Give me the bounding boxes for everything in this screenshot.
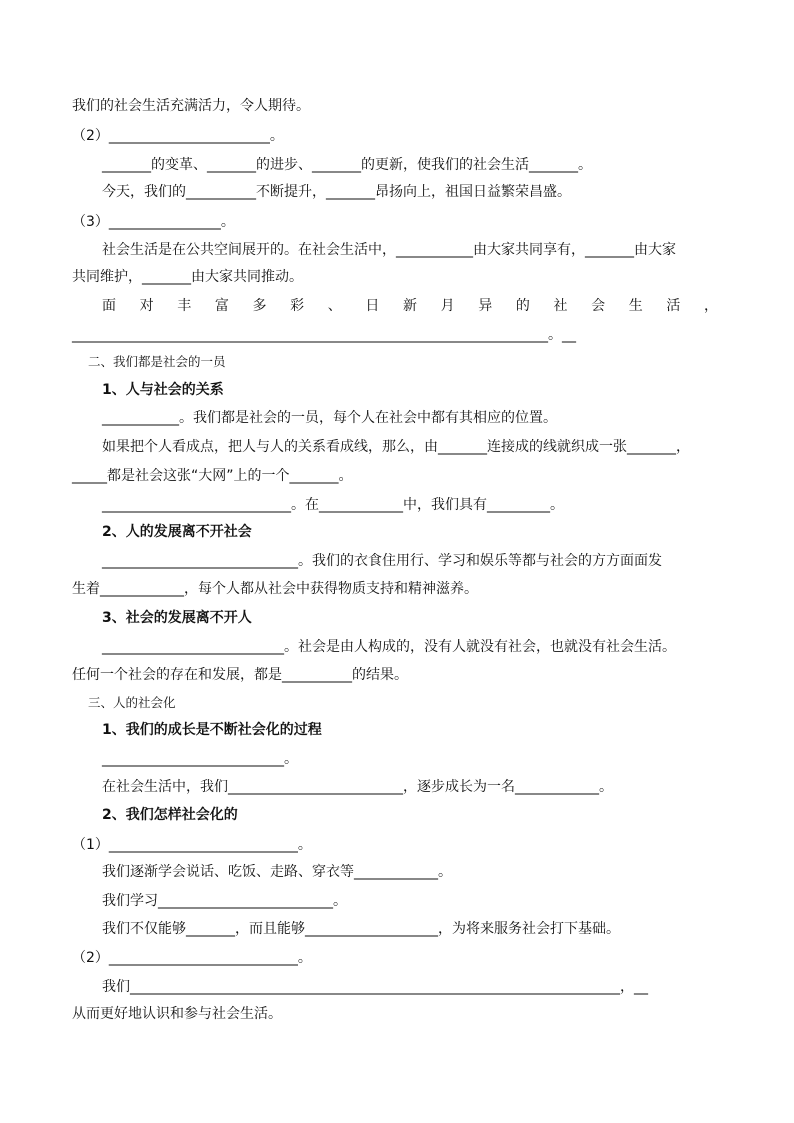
text-line: ___________________________。在____________中，我们具有_________。 <box>102 497 564 513</box>
char: 社 <box>553 298 568 314</box>
text-line: 我们逐渐学会说话、吃饭、走路、穿衣等____________。 <box>102 864 452 880</box>
char: 异 <box>478 298 493 314</box>
subsection-heading: 1、人与社会的关系 <box>102 382 224 398</box>
char: 活 <box>666 298 681 314</box>
text-line: _______的变革、_______的进步、_______的更新，使我们的社会生活_______。 <box>102 157 592 173</box>
subsection-heading: 2、人的发展离不开社会 <box>102 524 252 540</box>
text-line: 如果把个人看成点，把人与人的关系看成线，那么，由_______连接成的线就织成一张_______， <box>102 439 690 455</box>
char: 日 <box>365 298 380 314</box>
char: 彩 <box>290 298 305 314</box>
text-line: 我们学习_________________________。 <box>102 893 347 909</box>
char: 月 <box>440 298 455 314</box>
text-line: ____________________________。我们的衣食住用行、学习和娱乐等都与社会的方方面面发 <box>102 553 662 569</box>
subsection-heading: 3、社会的发展离不开人 <box>102 610 252 626</box>
char: ， <box>704 298 718 314</box>
text-line: 从而更好地认识和参与社会生活。 <box>72 1006 282 1022</box>
subsection-heading: 2、我们怎样社会化的 <box>102 807 238 823</box>
text-line: 我们______________________________________________________________________，__ <box>102 979 648 995</box>
text-line: 任何一个社会的存在和发展，都是__________的结果。 <box>72 667 408 683</box>
text-line: ____________________________________________________________________。__ <box>72 327 576 343</box>
text-line: （2）___________________________。 <box>72 950 312 966</box>
char: 富 <box>214 298 229 314</box>
text-line: 我们不仅能够_______，而且能够___________________，为将来服务社会打下基础。 <box>102 921 620 937</box>
section-heading: 三、人的社会化 <box>88 695 176 710</box>
text-line: 在社会生活中，我们_________________________，逐步成长为一名____________。 <box>102 779 613 795</box>
text-line: 共同维护，_______由大家共同推动。 <box>72 269 303 285</box>
text-line: （1）___________________________。 <box>72 837 312 853</box>
char: 生 <box>628 298 643 314</box>
section-heading: 二、我们都是社会的一员 <box>88 354 226 369</box>
text-line: _____都是社会这张“大网”上的一个_______。 <box>72 468 353 484</box>
char: 会 <box>591 298 606 314</box>
char: 、 <box>327 298 342 314</box>
text-line: （3）________________。 <box>72 214 235 230</box>
char: 面 <box>102 298 116 314</box>
text-line: 生着____________，每个人都从社会中获得物质支持和精神滋养。 <box>72 581 478 597</box>
text-line: 我们的社会生活充满活力，令人期待。 <box>72 98 310 114</box>
subsection-heading: 1、我们的成长是不断社会化的过程 <box>102 722 322 738</box>
char: 的 <box>515 298 530 314</box>
text-line: 今天，我们的__________不断提升，_______昂扬向上，祖国日益繁荣昌盛。 <box>102 184 571 200</box>
text-line: ___________。我们都是社会的一员，每个人在社会中都有其相应的位置。 <box>102 410 557 426</box>
text-line: __________________________。社会是由人构成的，没有人就没有社会，也就没有社会生活。 <box>102 639 676 655</box>
char: 多 <box>252 298 267 314</box>
text-line: 社会生活是在公共空间展开的。在社会生活中，___________由大家共同享有，_______由大家 <box>102 242 676 258</box>
justified-text-line <box>102 296 718 316</box>
text-line: __________________________。 <box>102 751 298 767</box>
char: 对 <box>139 298 154 314</box>
char: 丰 <box>177 298 192 314</box>
text-line: （2）_______________________。 <box>72 128 284 144</box>
char: 新 <box>403 298 417 314</box>
